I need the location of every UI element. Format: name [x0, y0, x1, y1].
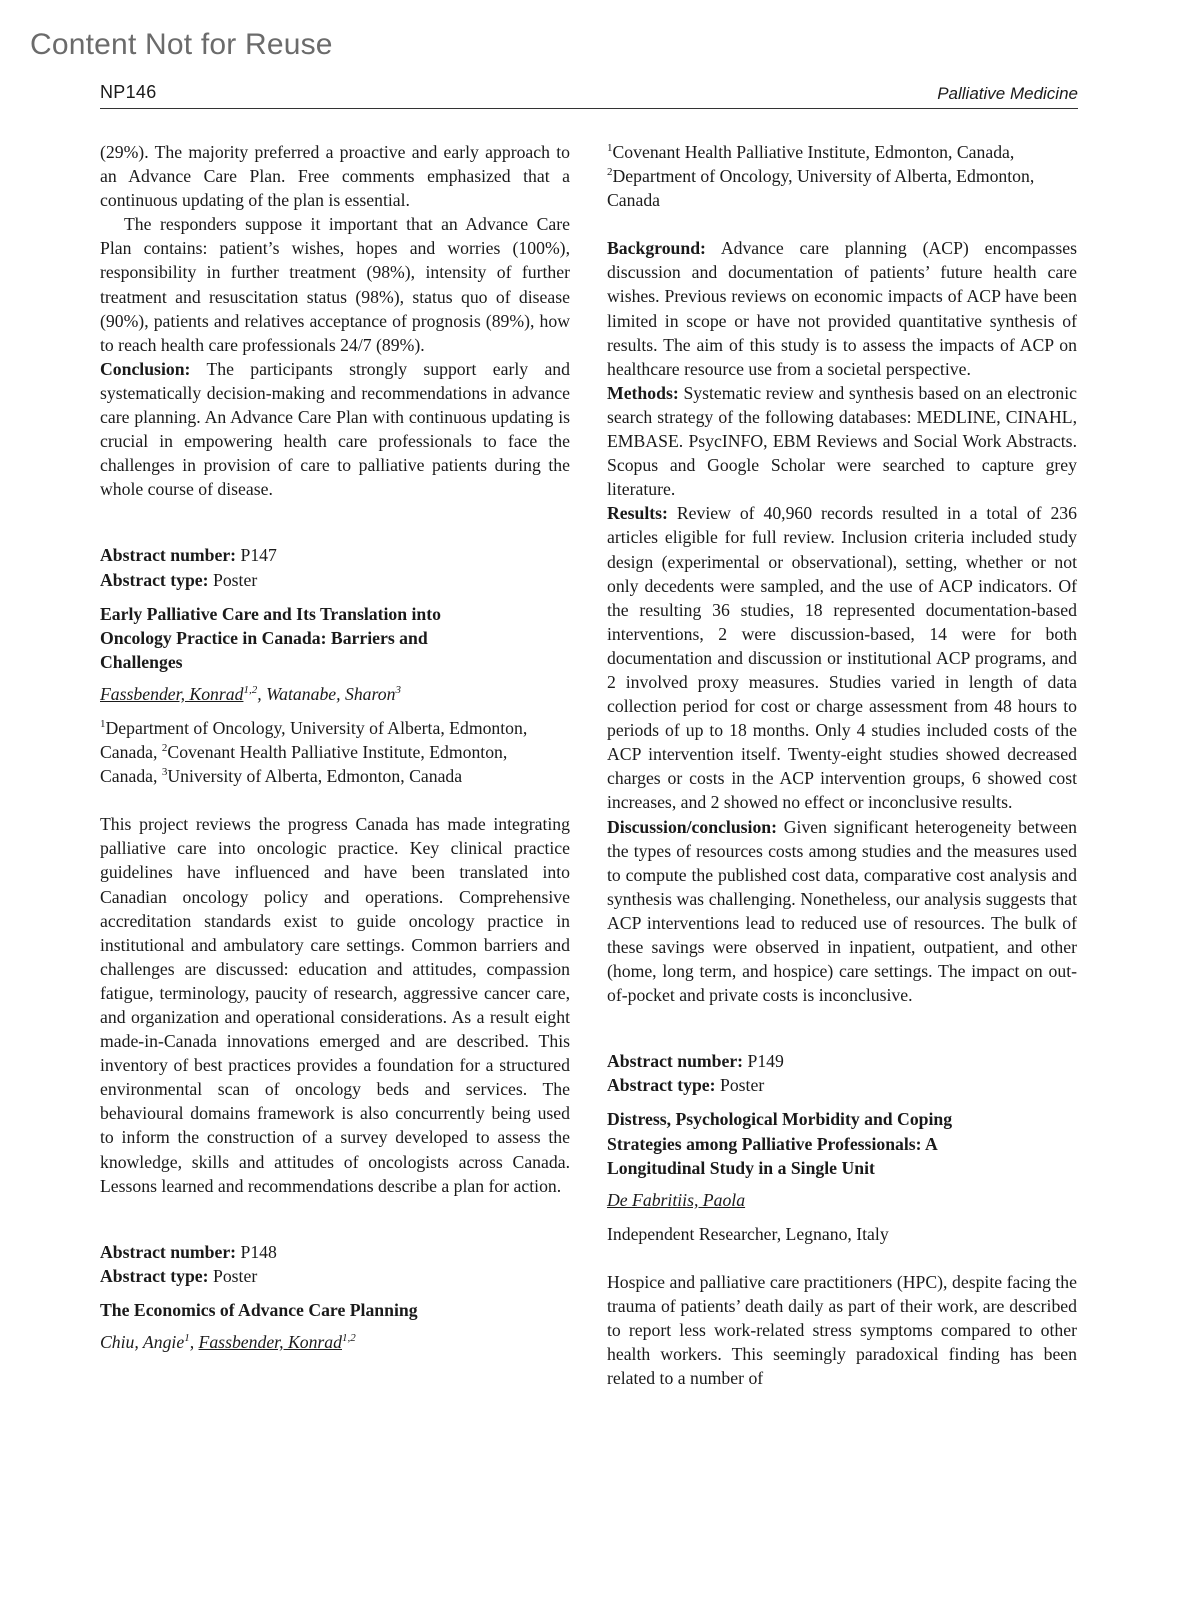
abstract-authors	[100, 1330, 570, 1354]
abstract-p148	[100, 1240, 570, 1354]
abstract-type-label: Abstract type:	[100, 569, 209, 590]
affiliation-text: Covenant Health Palliative Institute, Edmonton, Canada,	[100, 742, 508, 787]
affiliation-mark: 1	[100, 718, 106, 731]
affiliation-mark: 1	[607, 142, 613, 155]
abstract-type-label: Abstract type:	[607, 1075, 716, 1096]
author-affiliation-mark: 1	[184, 1332, 190, 1345]
right-column	[607, 140, 1077, 1390]
conclusion-label: Conclusion:	[100, 358, 191, 379]
abstract-authors	[100, 682, 570, 706]
author-affiliation-mark: 1,2	[243, 683, 258, 696]
conclusion-text: The participants strongly support early and systematically decision-making and recommendations in advance care planning. An Advance Care Plan with continuous updating is crucial in empowering health care professionals to face the challenges in provision of care to palliative patients during the whole course of disease.	[100, 358, 570, 500]
abstract-title: Distress, Psychological Morbidity and Coping Strategies among Palliative Professionals: A Longitudinal Study in a Single Unit	[607, 1109, 953, 1178]
author-name: Fassbender, Konrad	[100, 683, 244, 704]
abstract-type-label: Abstract type:	[100, 1265, 209, 1286]
affiliation-text: Department of Oncology, University of Alberta, Edmonton, Canada,	[100, 717, 528, 763]
author-separator: ,	[257, 683, 267, 704]
affiliation-mark: 2	[607, 166, 613, 179]
affiliation-text: Covenant Health Palliative Institute, Edmonton, Canada,	[612, 142, 1015, 162]
abstract-number-label: Abstract number:	[100, 1241, 237, 1262]
background-label: Background:	[607, 238, 706, 259]
journal-name: Palliative Medicine	[937, 84, 1078, 103]
conclusion-paragraph	[100, 357, 570, 502]
affiliation-text: University of Alberta, Edmonton, Canada	[167, 766, 463, 787]
background-paragraph	[607, 236, 1077, 381]
abstract-number	[100, 1240, 570, 1264]
abstract-type-value: Poster	[715, 1075, 765, 1096]
abstract-number-value: P148	[236, 1241, 277, 1262]
author-name: Watanabe, Sharon	[266, 683, 396, 704]
affiliation-mark: 3	[161, 766, 168, 779]
abstract-affiliation: Independent Researcher, Legnano, Italy	[607, 1223, 889, 1244]
abstract-number-value: P149	[743, 1051, 784, 1072]
affiliation-text: Department of Oncology, University of Alberta, Edmonton, Canada	[607, 166, 1035, 211]
results-paragraph	[607, 501, 1077, 814]
intro-paragraph-1: (29%). The majority preferred a proactive and early approach to an Advance Care Plan. Free comments emphasized that a continuous updating of the plan is essential.	[100, 142, 570, 211]
results-text: Review of 40,960 records resulted in a total of 236 articles eligible for full review. Inclusion criteria included study design (experimental or observational), setting, whether or not only decedents were sampled, and the use of ACP indicators. Of the resulting 36 studies, 18 represented documentation-based interventions, 2 were discussion-based, 14 were for both documentation and discussion or institutional ACP programs, and 2 involved proxy measures. Studies varied in length of data collection period for cost or charge assessment from 48 hours to periods of up to 18 months. Only 4 studies included costs of the ACP intervention itself. Twenty-eight studies showed decreased charges or costs in the ACP intervention groups, 6 showed cost increases, and 2 showed no effect or inconclusive results.	[607, 503, 1077, 813]
p148-affiliations	[607, 140, 1067, 212]
running-head	[100, 82, 1078, 109]
abstract-title: The Economics of Advance Care Planning	[100, 1299, 418, 1320]
affiliation-mark: 2	[161, 742, 168, 755]
author-name: De Fabritiis, Paola	[607, 1189, 746, 1210]
author-name: Fassbender, Konrad	[198, 1332, 342, 1353]
abstract-number-value: P147	[236, 545, 277, 566]
abstract-type	[100, 568, 570, 592]
methods-label: Methods:	[607, 382, 679, 403]
abstract-number-label: Abstract number:	[607, 1051, 744, 1072]
abstract-title: Early Palliative Care and Its Translation into Oncology Practice in Canada: Barriers and Challenges	[100, 603, 441, 672]
abstract-body: Hospice and palliative care practitioners (HPC), despite facing the trauma of patients’ death daily as part of their work, are described to report less work-related stress symptoms compared to other health workers. This seemingly paradoxical finding has been related to a number of	[607, 1271, 1077, 1389]
results-label: Results:	[607, 503, 668, 524]
author-separator: ,	[189, 1332, 199, 1353]
abstract-p149	[607, 1049, 1077, 1390]
background-text: Advance care planning (ACP) encompasses discussion and documentation of patients’ future health care wishes. Previous reviews on economic impacts of ACP have been limited in scope or have not provided quantitative synthesis of results. The aim of this study is to assess the impacts of ACP on healthcare resource use from a societal perspective.	[607, 238, 1077, 379]
abstract-type-value: Poster	[208, 569, 258, 590]
abstract-p147	[100, 543, 570, 1197]
abstract-type-value: Poster	[208, 1265, 258, 1286]
abstract-authors	[607, 1188, 1077, 1212]
author-affiliation-mark: 3	[395, 683, 401, 696]
discussion-text: Given significant heterogeneity between the types of resources costs among studies and the measures used to compute the published cost data, comparative cost analysis and synthesis was challenging. Nonetheless, our analysis suggests that ACP interventions lead to reduced use of resources. The bulk of these savings were observed in inpatient, outpatient, and other (home, long term, and hospice) care settings. The impact on out-of-pocket and private costs is inconclusive.	[607, 816, 1077, 1006]
author-name: Chiu, Angie	[100, 1332, 185, 1353]
discussion-paragraph	[607, 815, 1077, 1008]
abstract-body: This project reviews the progress Canada has made integrating palliative care into oncologic practice. Key clinical practice guidelines have influenced and have been translated into Canadian oncology policy and operations. Comprehensive accreditation standards exist to guide oncology practice in institutional and ambulatory care settings. Common barriers and challenges are discussed: education and attitudes, compassion fatigue, terminology, paucity of research, aggressive cancer care, and organization and operational considerations. As a result eight made-in-Canada innovations emerged and are described. This inventory of best practices provides a foundation for a structured environmental scan of oncology beds and services. The behavioural domains framework is also concurrently being used to inform the construction of a survey developed to assess the knowledge, skills and attitudes of oncologists across Canada. Lessons learned and recommendations describe a plan for action.	[100, 814, 570, 1196]
abstract-number-label: Abstract number:	[100, 545, 237, 566]
intro-paragraph-2: The responders suppose it important that an Advance Care Plan contains: patient’s wishes, hopes and worries (100%), responsibility in further treatment (98%), intensity of further treatment and resuscitation status (98%), status quo of disease (90%), patients and relatives acceptance of prognosis (89%), how to reach health care professionals 24/7 (89%).	[100, 214, 570, 355]
page-number: NP146	[100, 82, 157, 102]
methods-paragraph	[607, 381, 1077, 501]
left-column	[100, 140, 570, 1354]
abstract-number	[100, 543, 570, 567]
abstract-number	[607, 1049, 1077, 1073]
methods-text: Systematic review and synthesis based on an electronic search strategy of the following databases: MEDLINE, CINAHL, EMBASE. PsycINFO, EBM Reviews and Social Work Abstracts. Scopus and Google Scholar were searched to capture grey literature.	[607, 382, 1077, 500]
watermark: Content Not for Reuse	[30, 28, 333, 61]
abstract-affiliations	[100, 716, 560, 788]
abstract-type	[607, 1073, 1077, 1097]
author-affiliation-mark: 1,2	[342, 1332, 356, 1345]
discussion-label: Discussion/conclusion:	[607, 816, 778, 837]
abstract-type	[100, 1264, 570, 1288]
